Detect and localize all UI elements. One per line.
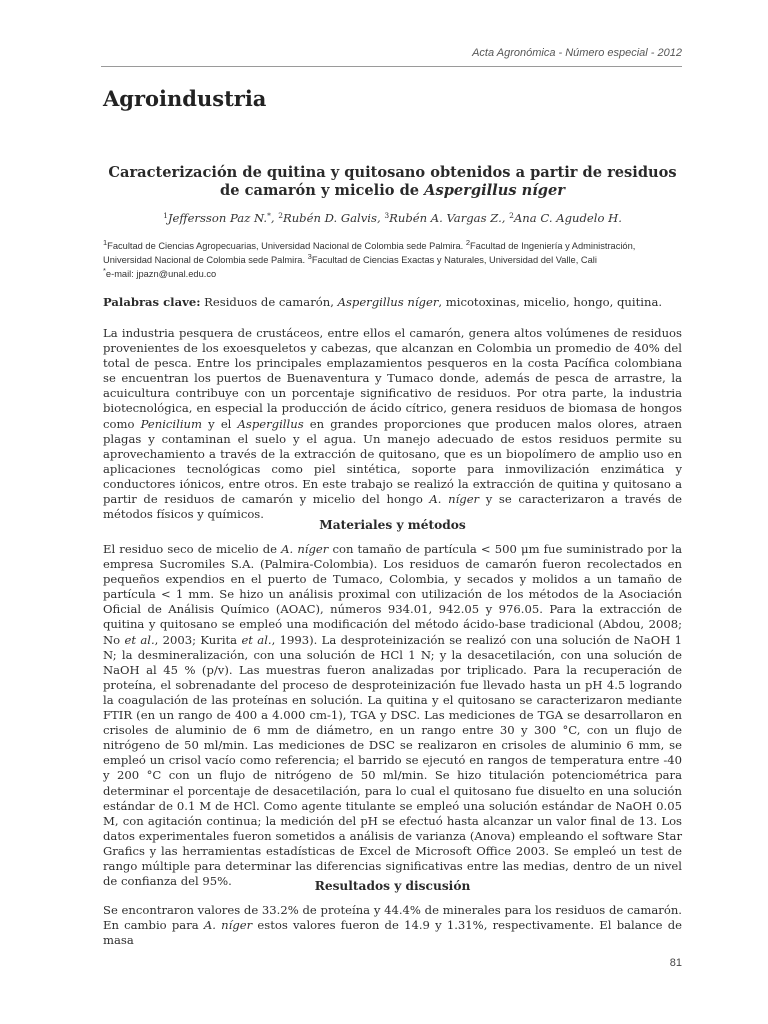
keywords-text: , micotoxinas, micelio, hongo, quitina. — [438, 295, 663, 309]
results-heading: Resultados y discusión — [314, 879, 471, 893]
species-name: A. níger — [281, 542, 329, 556]
species-name: A. níger — [429, 492, 480, 507]
intro-paragraph — [103, 326, 682, 522]
corresponding-mark: * — [267, 211, 271, 220]
title-line-1: Caracterización de quitina y quitosano obtenidos a partir de residuos — [108, 164, 677, 181]
author-name: Ana C. Agudelo H. — [513, 211, 622, 225]
keywords-species: Aspergillus níger — [337, 295, 439, 309]
methods-heading: Materiales y métodos — [319, 518, 466, 532]
author-list: $^1$Jeffersson Paz N.*, $^2$Rubén D. Galvis, $^3$Rubén A. Vargas Z., $^2$Ana C. Agudelo H. — [163, 211, 622, 225]
affiliation-1: Facultad de Ciencias Agropecuarias, Universidad Nacional de Colombia sede Palmira. — [107, 241, 466, 251]
header-divider — [101, 66, 682, 67]
author-superscript: 2 — [278, 211, 283, 220]
section-title: Agroindustria — [103, 86, 267, 111]
keywords-label: Palabras clave: — [103, 295, 201, 309]
running-header: Acta Agronómica - Número especial - 2012 — [472, 47, 682, 59]
affiliation-3: Facultad de Ciencias Exactas y Naturales, Universidad del Valle, Cali — [311, 255, 597, 265]
citation-etal: et al. — [124, 632, 155, 647]
author-superscript: 1 — [163, 211, 168, 220]
results-paragraph — [103, 903, 682, 948]
author-name: Rubén A. Vargas Z. — [389, 211, 502, 225]
affiliation-superscript: 3 — [307, 252, 312, 261]
species-name: A. níger — [203, 918, 253, 933]
paragraph-text: y se caracterizaron a través de métodos físicos y químicos. — [103, 492, 682, 522]
paragraph-text: La industria pesquera de crustáceos, entre ellos el camarón, genera altos volúmenes de residuos provenientes de los exoesqueletos y cabezas, que alcanzan en Colombia un promedio de 40% del total de pesca. Entre los principales emplazamientos pesqueros en la costa Pacífica colombiana se encuentran los puertos de Buenaventura y Tumaco donde, además de pesca de arrastre, la acuicultura contribuye con un porcentaje significativo de residuos. Por otra parte, la industria biotecnológica, en especial la producción de ácido cítrico, genera residuos de biomasa de hongos como — [103, 326, 682, 431]
affiliation-superscript: 1 — [103, 238, 108, 247]
contact-email: e-mail: jpazn@unal.edu.co — [105, 269, 217, 279]
email-mark: * — [103, 266, 106, 275]
author-name: Rubén D. Galvis — [282, 211, 377, 225]
paragraph-text: en grandes proporciones que producen malos olores, atraen plagas y contaminan el suelo y el agua. Un manejo adecuado de estos residuos permite su aprovechamiento a través de la extracción de quitosano, que es un biopolímero de amplio uso en aplicaciones tecnológicas como piel sintética, soporte para inmovilización enzimática y conductores iónicos, entre otros. En este trabajo se realizó la extracción de quitina y quitosano a partir de residuos de camarón y micelio del hongo — [103, 416, 682, 507]
keywords-text: Residuos de camarón, — [200, 295, 338, 309]
author-superscript: 2 — [509, 211, 514, 220]
paragraph-text: , 2003; Kurita — [154, 632, 242, 647]
keywords — [103, 295, 682, 309]
paragraph-text: , 1993). La desproteinización se realizó con una solución de NaOH 1 N; la desmineralización, con una solución de HCl 1 N; y la desacetilación, con una solución de NaOH al 45 % (p/v). Las muestras fueron analizadas por triplicado. Para la recuperación de proteína, el sobrenadante del proceso de desproteinización fue llevado hasta un pH 4.5 logrando la coagulación de las proteínas en solución. La quitina y el quitosano se caracterizaron mediante FTIR (en un rango de 400 a 4.000 cm-1), TGA y DSC. Las mediciones de TGA se desarrollaron en crisoles de aluminio de 6 mm de diámetro, en un rango entre 30 y 300 °C, con un flujo de nitrógeno de 50 ml/min. Las mediciones de DSC se realizaron en crisoles de aluminio 6 mm, se empleó un crisol vacío como referencia; el barrido se ejecutó en rangos de temperatura entre -40 y 200 °C con un flujo de nitrógeno de 50 ml/min. Se hizo titulación potenciométrica para determinar el porcentaje de desacetilación, para lo cual el quitosano fue disuelto en una solución estándar de 0.1 M de HCl. Como agente titulante se empleó una solución estándar de NaOH 0.05 M, con agitación continua; la medición del pH se efectuó hasta alcanzar un valor final de 13. Los datos experimentales fueron sometidos a análisis de varianza (Anova) empleando el software Star Grafics y las herramientas estadísticas de Excel de Microsoft Office 2003. Se empleó un test de rango múltiple para determinar las diferencias significativas entre las medias, dentro de un nivel de confianza del 95%. — [103, 632, 683, 889]
page-number: 81 — [669, 957, 682, 969]
title-line-2: de camarón y micelio de — [220, 182, 425, 199]
affiliations — [103, 239, 682, 281]
species-name: Aspergillus — [237, 416, 304, 431]
citation-etal: et al. — [241, 632, 272, 647]
species-name: Penicilium — [140, 416, 202, 431]
methods-paragraph — [103, 542, 682, 889]
title-species: Aspergillus níger — [424, 182, 565, 199]
article-title — [103, 164, 682, 200]
paragraph-text: Se encontraron valores de 33.2% de proteína y 44.4% de minerales para los residuos de camarón. En cambio para — [103, 903, 682, 933]
paragraph-text: y el — [202, 416, 238, 431]
affiliation-superscript: 2 — [465, 238, 470, 247]
paragraph-text: con tamaño de partícula < 500 μm fue suministrado por la empresa Sucromiles S.A. (Palmira-Colombia). Los residuos de camarón fueron recolectados en pequeños expendios en el puerto de Tumaco, Colombia, y secados y molidos a un tamaño de partícula < 1 mm. Se hizo un análisis proximal con utilización de los métodos de la Asociación Oficial de Análisis Químico (AOAC), números 934.01, 942.05 y 976.05. Para la extracción de quitina y quitosano se empleó una modificación del método ácido-base tradicional (Abdou, 2008; No — [103, 542, 682, 647]
paragraph-text: estos valores fueron de 14.9 y 1.31%, respectivamente. El balance de masa — [103, 918, 682, 948]
affiliation-2: Facultad de Ingeniería y Administración, Universidad Nacional de Colombia sede Palmira. — [103, 241, 636, 265]
paragraph-text: El residuo seco de micelio de — [103, 542, 282, 556]
author-name: Jeffersson Paz N. — [167, 211, 268, 225]
author-superscript: 3 — [384, 211, 390, 220]
